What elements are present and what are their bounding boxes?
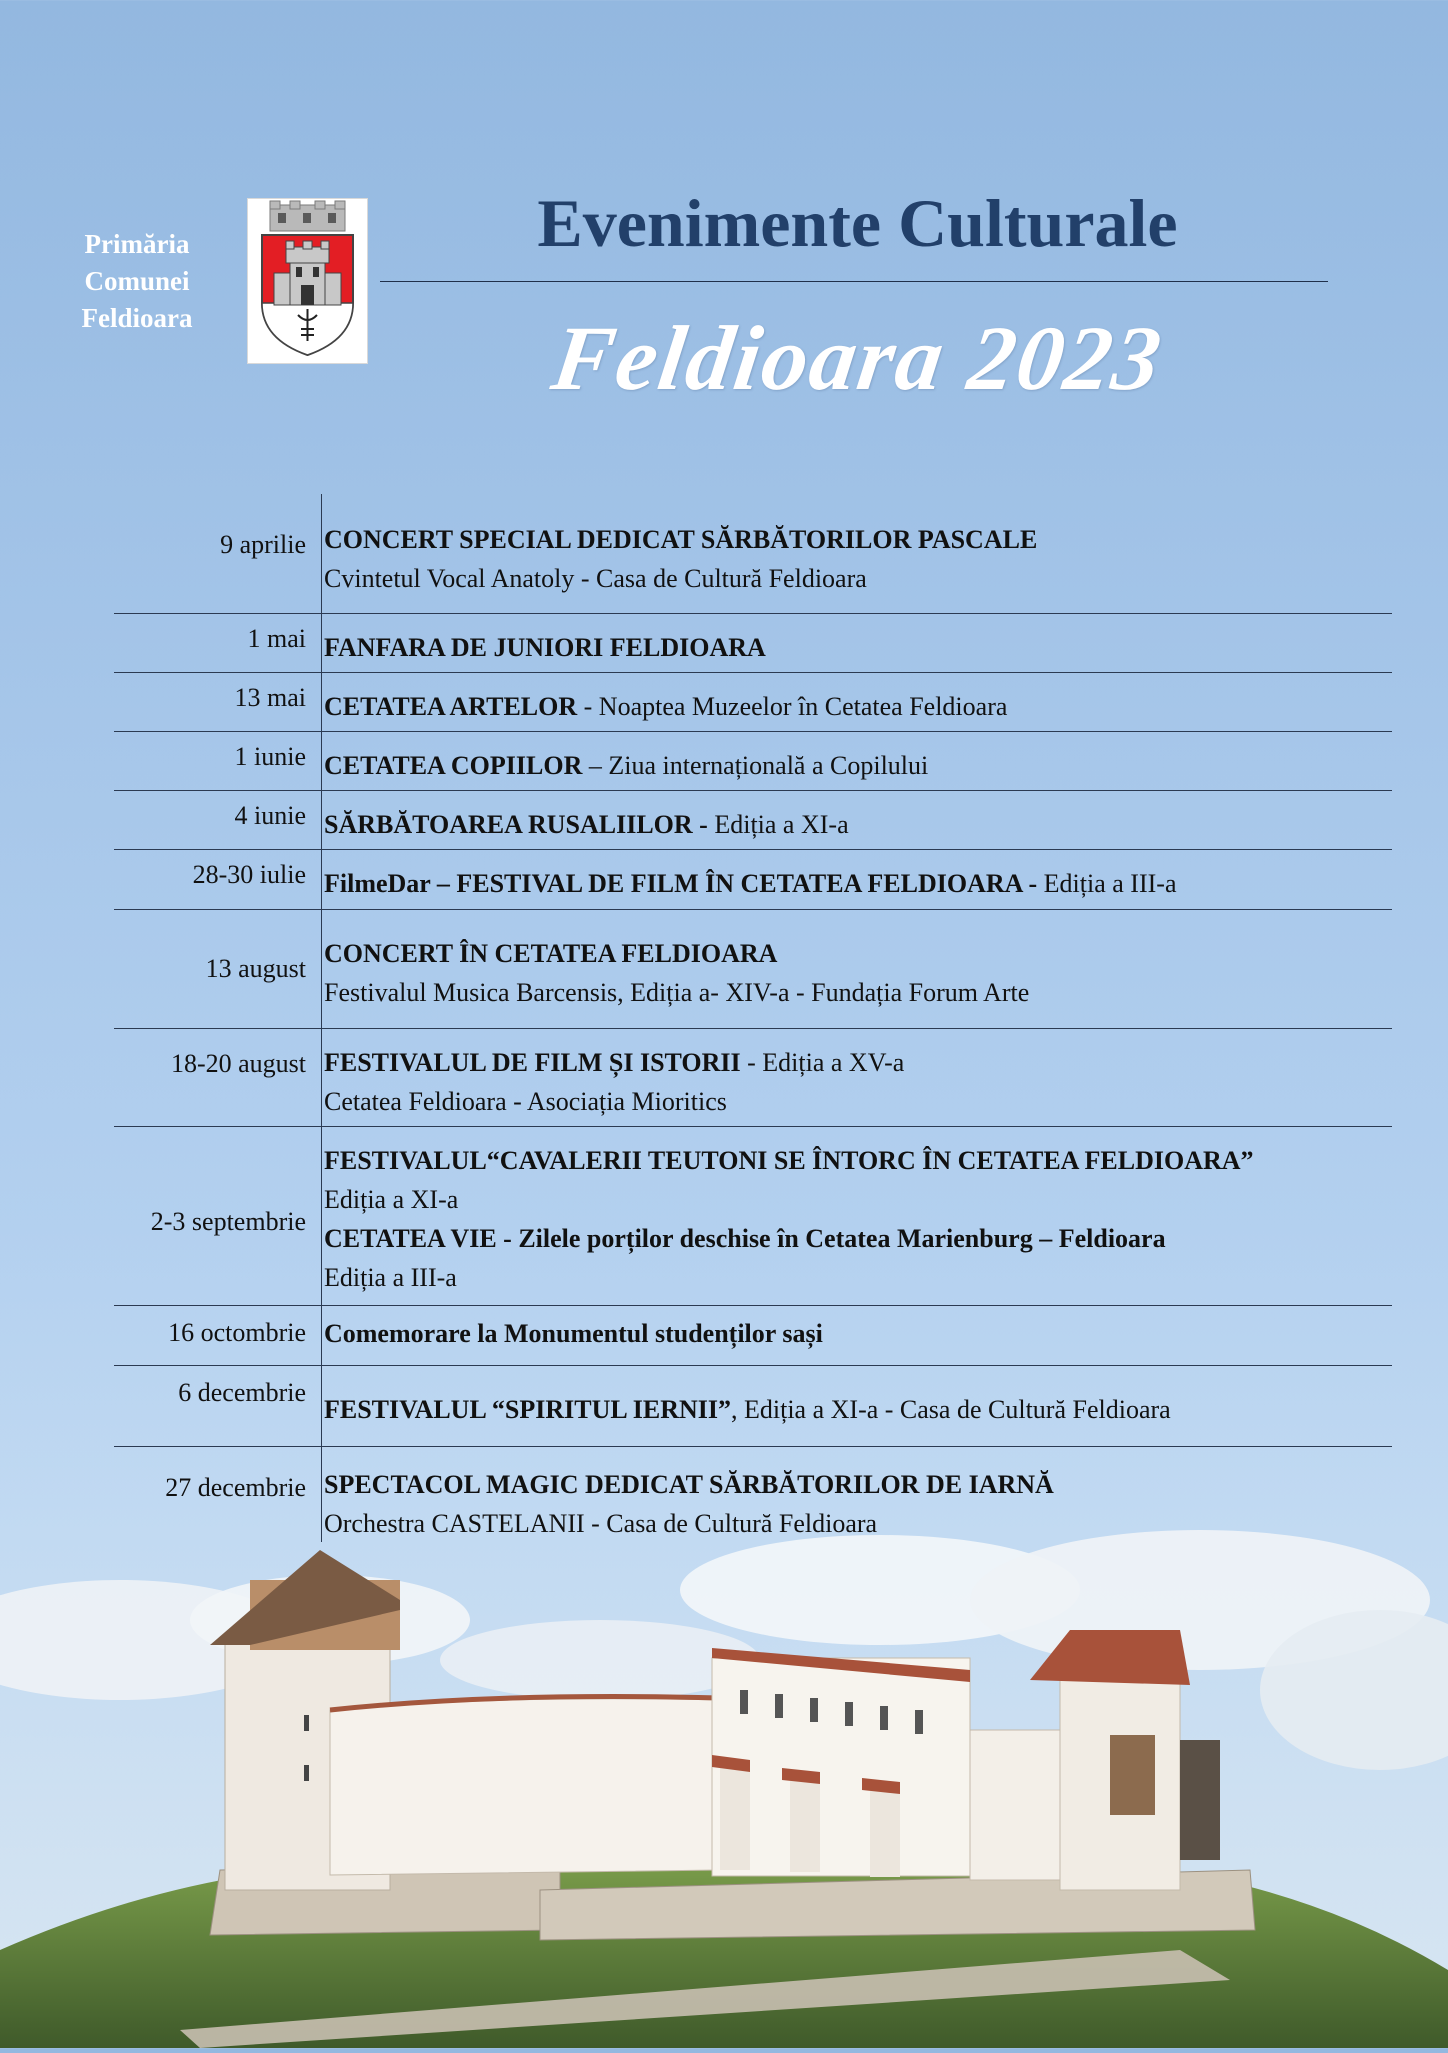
events-schedule <box>114 494 1392 1543</box>
event-details <box>314 742 1392 790</box>
event-title: SPECTACOL MAGIC DEDICAT SĂRBĂTORILOR DE IARNĂ <box>324 1470 1054 1499</box>
event-row <box>114 732 1392 791</box>
event-text: Festivalul Musica Barcensis, Ediția a- XIV-a - Fundația Forum Arte <box>324 978 1030 1007</box>
event-row <box>114 910 1392 1029</box>
event-row <box>114 673 1392 732</box>
event-date: 18-20 august <box>170 1049 306 1078</box>
event-title: FESTIVALUL “SPIRITUL IERNII” <box>324 1395 731 1424</box>
event-title: CETATEA VIE - Zilele porților deschise în Cetatea Marienburg – Feldioara <box>324 1224 1166 1253</box>
event-date: 13 mai <box>234 683 306 712</box>
coat-of-arms-icon <box>248 199 367 363</box>
municipality-line: Comunei <box>84 266 190 296</box>
event-date: 6 decembrie <box>178 1378 306 1407</box>
event-title: FESTIVALUL DE FILM ȘI ISTORII <box>324 1048 741 1077</box>
event-date: 16 octombrie <box>168 1318 306 1347</box>
event-text: - Noaptea Muzeelor în Cetatea Feldioara <box>577 692 1008 721</box>
title-divider <box>380 281 1328 282</box>
event-text: Ediția a III-a <box>324 1263 457 1292</box>
castle-illustration <box>0 1510 1448 2048</box>
event-title: CONCERT SPECIAL DEDICAT SĂRBĂTORILOR PASCALE <box>324 525 1038 554</box>
event-text: , Ediția a XI-a - Casa de Cultură Feldioara <box>731 1395 1171 1424</box>
event-title: FANFARA DE JUNIORI FELDIOARA <box>324 633 766 662</box>
event-row <box>114 494 1392 614</box>
event-details <box>314 1043 1392 1126</box>
event-title: CONCERT ÎN CETATEA FELDIOARA <box>324 939 778 968</box>
event-title: CETATEA COPIILOR <box>324 751 583 780</box>
castle-photo <box>0 1510 1448 2048</box>
event-text: Ediția a III-a <box>1037 869 1177 898</box>
event-date: 27 decembrie <box>165 1473 306 1502</box>
event-title: CETATEA ARTELOR <box>324 692 578 721</box>
event-date: 13 august <box>205 954 306 983</box>
event-details <box>314 1141 1392 1305</box>
page-subtitle: Feldioara 2023 <box>546 307 1169 409</box>
event-text: Cetatea Feldioara - Asociația Mioritics <box>324 1087 727 1116</box>
municipality-line: Primăria <box>84 229 190 259</box>
event-title: FESTIVALUL“CAVALERII TEUTONI SE ÎNTORC ÎN CETATEA FELDIOARA” <box>324 1146 1254 1175</box>
event-date: 2-3 septembrie <box>150 1207 306 1236</box>
municipality-label <box>58 226 216 337</box>
event-row <box>114 614 1392 673</box>
event-details <box>314 624 1392 672</box>
event-date: 9 aprilie <box>220 530 306 559</box>
event-text: - Ediția a XV-a <box>740 1048 905 1077</box>
event-title: SĂRBĂTOAREA RUSALIILOR - <box>324 810 708 839</box>
event-row <box>114 1366 1392 1447</box>
event-date: 1 iunie <box>234 742 306 771</box>
event-text: Ediția a XI-a <box>324 1185 459 1214</box>
event-date: 1 mai <box>247 624 306 653</box>
event-text: – Ziua internațională a Copilului <box>582 751 929 780</box>
event-details <box>314 1378 1392 1446</box>
event-row <box>114 1029 1392 1127</box>
event-text: Cvintetul Vocal Anatoly - Casa de Cultură Feldioara <box>324 564 867 593</box>
event-text: Ediția a XI-a <box>707 810 849 839</box>
event-details <box>314 520 1392 613</box>
event-details <box>314 1318 1392 1365</box>
page-title: Evenimente Culturale <box>537 185 1178 261</box>
event-details <box>314 801 1392 849</box>
event-title: Comemorare la Monumentul studenților sași <box>324 1319 823 1348</box>
event-title: FilmeDar – FESTIVAL DE FILM ÎN CETATEA FELDIOARA - <box>324 869 1038 898</box>
event-date: 4 iunie <box>234 801 306 830</box>
event-row <box>114 850 1392 910</box>
municipality-line: Feldioara <box>81 303 193 333</box>
event-row <box>114 1127 1392 1306</box>
event-details <box>314 860 1392 909</box>
event-details <box>314 683 1392 731</box>
event-row <box>114 1306 1392 1366</box>
event-row <box>114 791 1392 850</box>
coat-of-arms <box>247 198 368 364</box>
event-date: 28-30 iulie <box>192 860 306 889</box>
event-text: Orchestra CASTELANII - Casa de Cultură Feldioara <box>324 1509 878 1538</box>
event-details <box>314 934 1392 1028</box>
